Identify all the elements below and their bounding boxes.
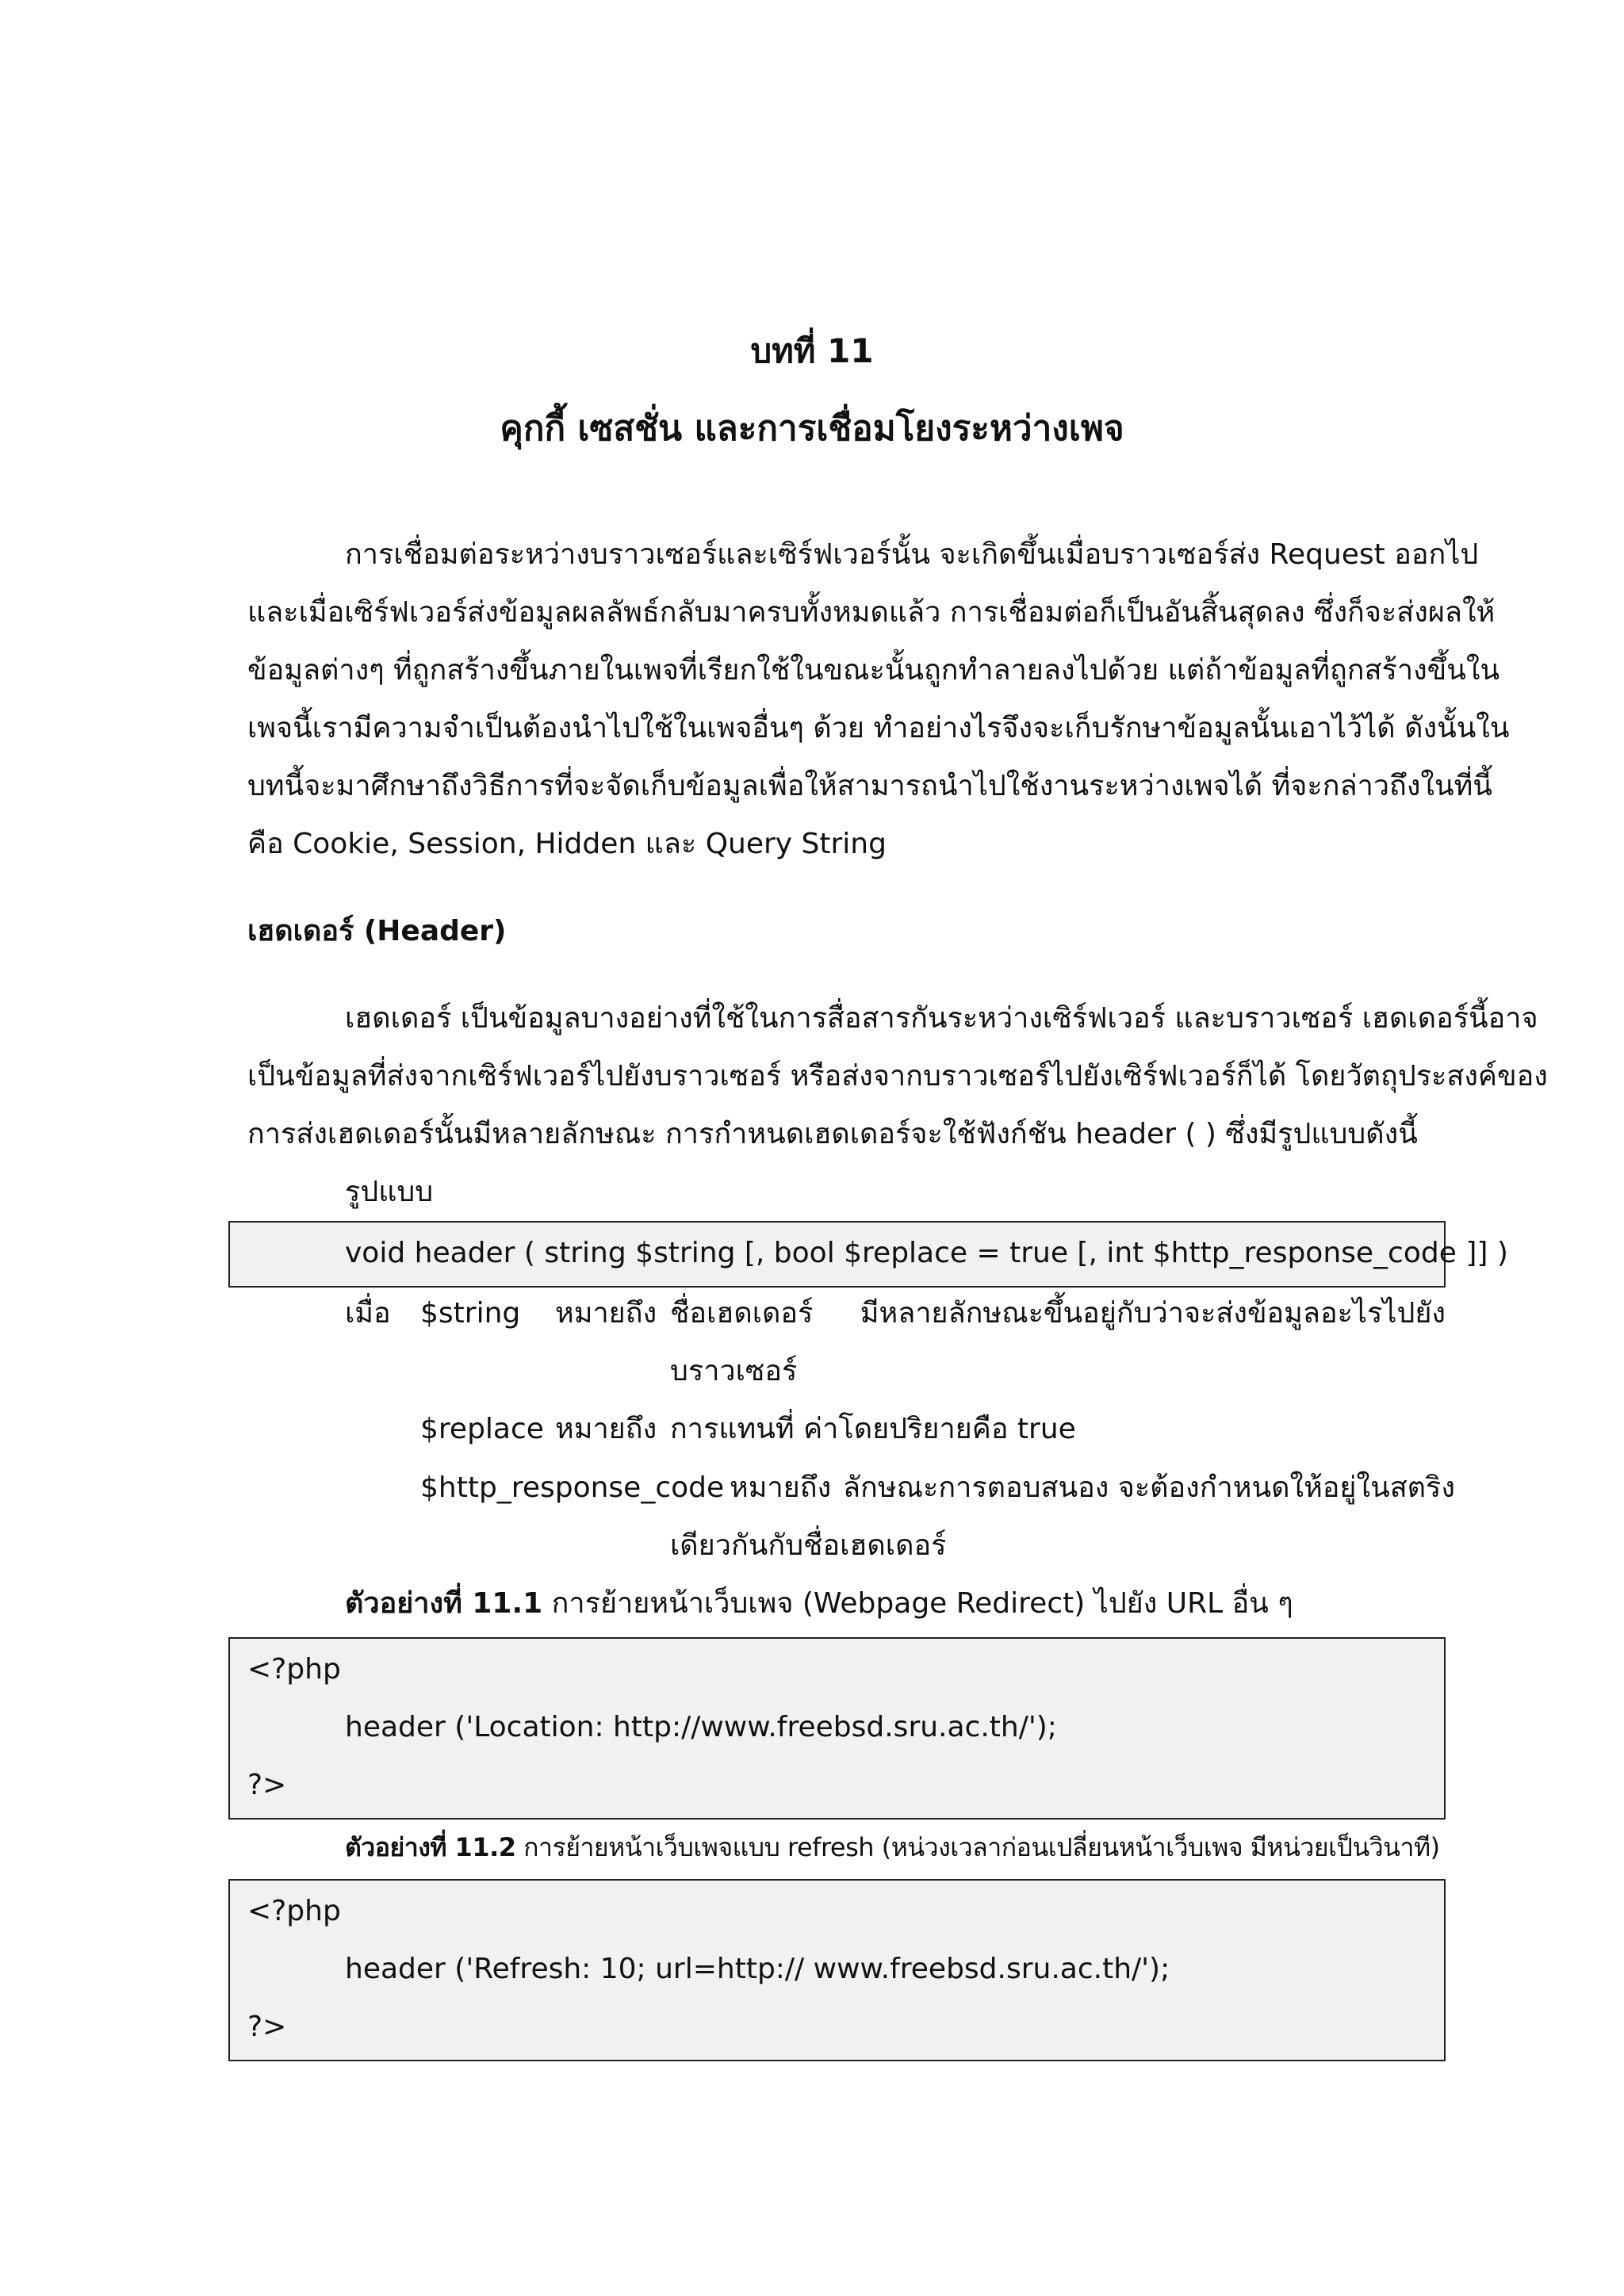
- code-box: [228, 1879, 1446, 2061]
- example-label: ตัวอย่างที่ 11.2: [345, 1832, 516, 1862]
- section-heading: เฮดเดอร์ (Header): [247, 915, 507, 947]
- code-box: [228, 1637, 1446, 1820]
- example-caption: [345, 1826, 1440, 1869]
- intro-line: และเมื่อเซิร์ฟเวอร์ส่งข้อมูลผลลัพธ์กลับมาครบทั้งหมดแล้ว การเชื่อมต่อก็เป็นอันสิ้นสุดลง ซึ่งก็จะส่งผลให้: [247, 596, 1496, 629]
- param-means: หมายถึง: [555, 1297, 657, 1330]
- param-name: $string: [420, 1297, 521, 1330]
- example-caption-text: การย้ายหน้าเว็บเพจ (Webpage Redirect) ไปยัง URL อื่น ๆ: [542, 1587, 1293, 1620]
- body-line: การส่งเฮดเดอร์นั้นมีหลายลักษณะ การกำหนดเฮดเดอร์จะใช้ฟังก์ชัน header ( ) ซึ่งมีรูปแบบดังนี้: [247, 1118, 1418, 1150]
- syntax-text: void header ( string $string [, bool $replace = true [, int $http_response_code ]] ): [345, 1237, 1508, 1269]
- example-label: ตัวอย่างที่ 11.1: [345, 1587, 543, 1620]
- param-means: หมายถึง: [555, 1413, 657, 1445]
- intro-line: การเชื่อมต่อระหว่างบราวเซอร์และเซิร์ฟเวอร์นั้น จะเกิดขึ้นเมื่อบราวเซอร์ส่ง Request ออกไป: [345, 538, 1479, 571]
- code-line: header ('Refresh: 10; url=http:// www.freebsd.sru.ac.th/');: [345, 1953, 1170, 1985]
- chapter-number: บทที่ 11: [750, 331, 874, 370]
- body-line: เฮดเดอร์ เป็นข้อมูลบางอย่างที่ใช้ในการสื่อสารกันระหว่างเซิร์ฟเวอร์ และบราวเซอร์ เฮดเดอร์นี้อาจ: [345, 1002, 1538, 1035]
- code-line: <?php: [247, 1653, 341, 1686]
- param-desc: เดียวกันกับชื่อเฮดเดอร์: [670, 1529, 947, 1562]
- code-line: header ('Location: http://www.freebsd.sru.ac.th/');: [345, 1711, 1057, 1743]
- chapter-title: คุกกี้ เซสชั่น และการเชื่อมโยงระหว่างเพจ: [500, 408, 1124, 449]
- code-line: <?php: [247, 1895, 341, 1927]
- param-desc: บราวเซอร์: [670, 1355, 798, 1387]
- code-line: ?>: [247, 1769, 287, 1801]
- param-name: $replace: [420, 1413, 544, 1445]
- intro-line: คือ Cookie, Session, Hidden และ Query String: [247, 828, 887, 860]
- code-line: ?>: [247, 2011, 287, 2043]
- param-desc: การแทนที่ ค่าโดยปริยายคือ true: [670, 1413, 1076, 1445]
- body-line: เป็นข้อมูลที่ส่งจากเซิร์ฟเวอร์ไปยังบราวเซอร์ หรือส่งจากบราวเซอร์ไปยังเซิร์ฟเวอร์ก็ได้ โดยวัตถุประสงค์ของ: [247, 1060, 1548, 1093]
- example-caption-text: การย้ายหน้าเว็บเพจแบบ refresh (หน่วงเวลาก่อนเปลี่ยนหน้าเว็บเพจ มีหน่วยเป็นวินาที): [515, 1832, 1440, 1862]
- intro-line: เพจนี้เรามีความจำเป็นต้องนำไปใช้ในเพจอื่นๆ ด้วย ทำอย่างไรจึงจะเก็บรักษาข้อมูลนั้นเอาไว้ได้ ดังนั้นใน: [247, 712, 1510, 744]
- param-when: เมื่อ: [345, 1297, 391, 1330]
- param-desc: ลักษณะการตอบสนอง จะต้องกำหนดให้อยู่ในสตริง: [843, 1471, 1455, 1504]
- intro-line: บทนี้จะมาศึกษาถึงวิธีการที่จะจัดเก็บข้อมูลเพื่อให้สามารถนำไปใช้งานระหว่างเพจได้ ที่จะกล่าวถึงในที่นี้: [247, 770, 1492, 802]
- syntax-box: [228, 1221, 1508, 1288]
- syntax-label: รูปแบบ: [345, 1176, 434, 1208]
- example-caption: [345, 1582, 1293, 1625]
- param-desc: ชื่อเฮดเดอร์ มีหลายลักษณะขึ้นอยู่กับว่าจะส่งข้อมูลอะไรไปยัง: [670, 1297, 1446, 1330]
- param-means: หมายถึง: [730, 1471, 832, 1504]
- param-name: $http_response_code: [420, 1471, 725, 1504]
- intro-line: ข้อมูลต่างๆ ที่ถูกสร้างขึ้นภายในเพจที่เรียกใช้ในขณะนั้นถูกทำลายลงไปด้วย แต่ถ้าข้อมูลที่ถูกสร้างขึ้นใน: [247, 654, 1500, 687]
